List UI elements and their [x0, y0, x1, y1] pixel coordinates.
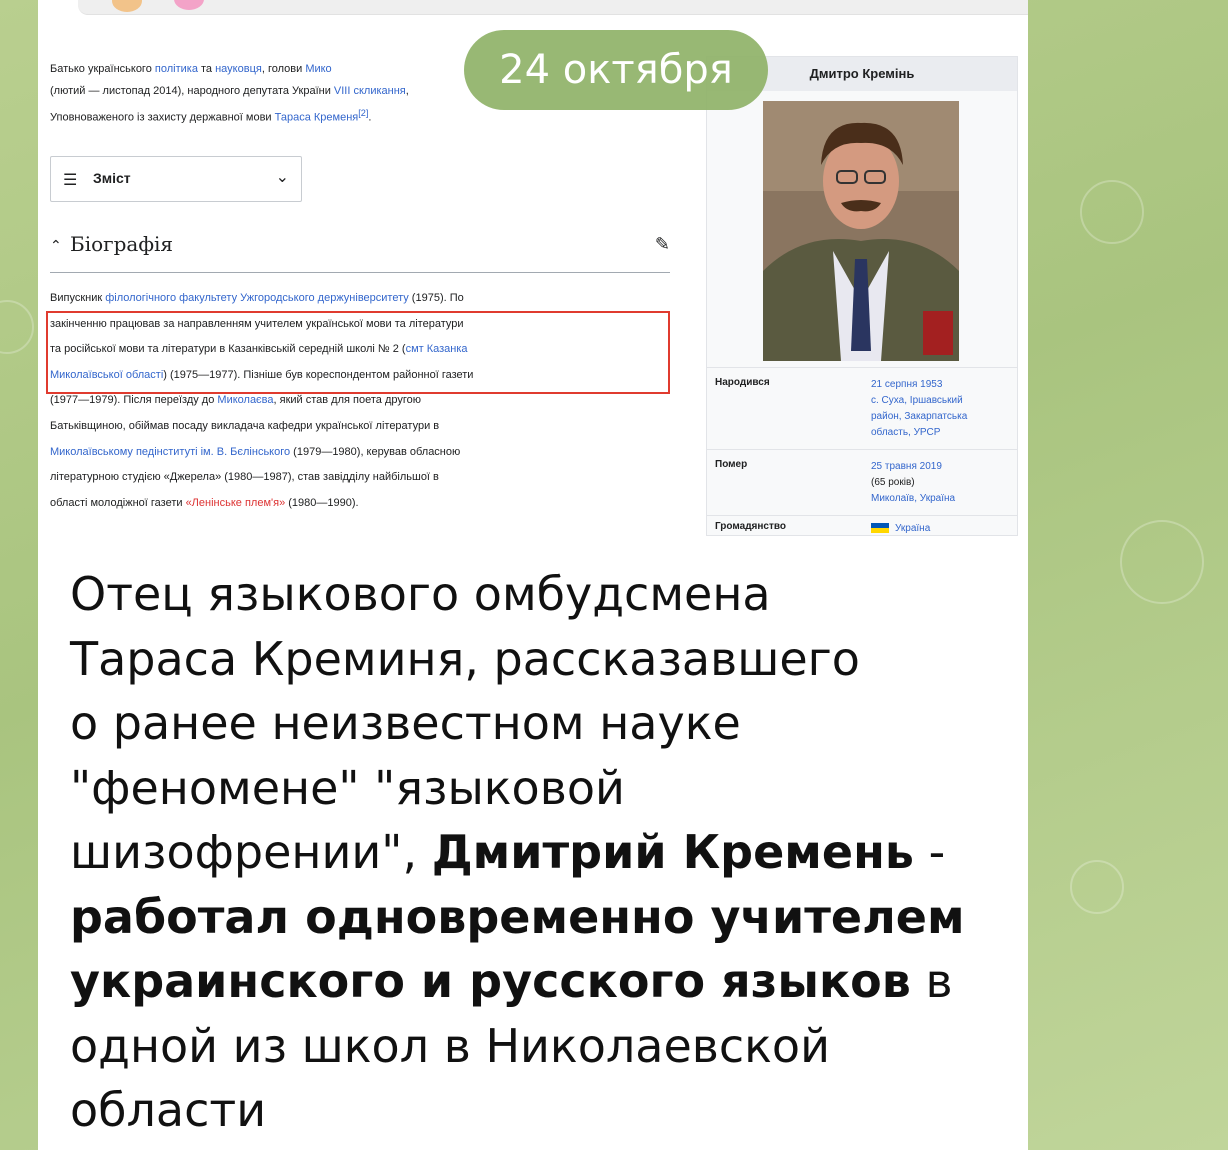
toc-label: Зміст: [93, 170, 131, 186]
background-doodle: [1070, 860, 1124, 914]
background-doodle: [1120, 520, 1204, 604]
ukraine-flag-icon: [871, 523, 889, 533]
biography-text: Випускник філологічного факультету Ужгородського держуніверситету (1975). По закінченню працював за направленням учителем української мови та літератури та російської мови та літератури в Казанківській середній школі № 2 (смт Казанка Миколаївської області) (1975—1977). Пізніше був кореспондентом районної газети (1977—1979). Після переїзду до Миколаєва, який став для поета другою Батьківщиною, обіймав посаду викладача кафедри української літератури в Миколаївському педінституті ім. В. Бєлінського (1979—1980), керував обласною літературною студією «Джерела» (1980—1987), став завідділу найбільшої в області молодіжної газети «Ленінське плем'я» (1980—1990).: [50, 292, 474, 509]
background-doodle: [1080, 180, 1144, 244]
date-badge: 24 октября: [464, 30, 768, 110]
pencil-icon[interactable]: ✎: [654, 234, 670, 255]
message-bubble: [38, 0, 1028, 1150]
biography-section-header[interactable]: [50, 228, 670, 273]
message-text: Отец языкового омбудсмена Тараса Креминя, рассказавшего о ранее неизвестном науке "феномене" "языковой шизофрении", Дмитрий Кремень - работал одновременно учителем украинского и русского языков в одной из школ в Николаевской области: [70, 567, 965, 1137]
chevron-up-icon[interactable]: ⌃: [50, 238, 62, 254]
chevron-down-icon: ⌄: [275, 169, 289, 186]
red-highlight-box: [46, 311, 670, 394]
infobox: Дмитро Кремінь Народився 21 серпня 1953 с. Суха, Іршавський район, Закарпатська область, УРСР Помер 25 травня 2019 (65 років) Миколаїв, Україна Громадянство Україна: [706, 56, 1018, 536]
list-icon: ☰: [63, 172, 78, 189]
background-doodle: [0, 300, 34, 354]
infobox-name: Дмитро Кремінь: [707, 57, 1017, 91]
article-lead: Батько українського політика та науковця, голови Мико (лютий — листопад 2014), народного депутата України VIII скликання, Уповноваженого із захисту державної мови Тараса Кременя[2].: [50, 63, 409, 124]
section-title: Біографія: [70, 232, 174, 256]
portrait-photo: [763, 101, 959, 361]
table-of-contents-toggle[interactable]: [50, 156, 302, 202]
